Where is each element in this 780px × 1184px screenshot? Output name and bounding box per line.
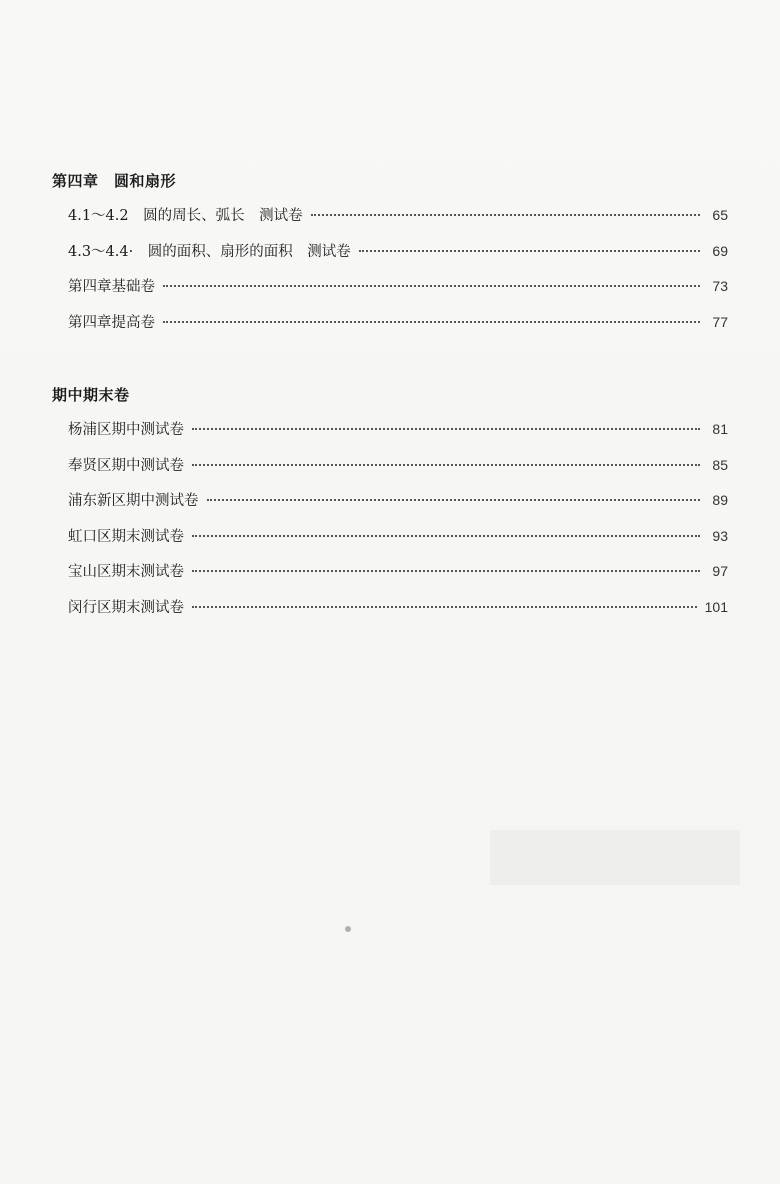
toc-entry-page: 77 (712, 313, 728, 330)
toc-entry[interactable] (52, 560, 728, 596)
dot-leader (163, 284, 700, 287)
dot-leader (311, 213, 700, 216)
toc-entry-label: 奉贤区期中测试卷 (68, 457, 184, 474)
dot-leader (207, 498, 701, 501)
toc-entry[interactable] (52, 418, 728, 454)
toc-entry-page: 97 (712, 563, 728, 579)
dot-leader (359, 249, 700, 252)
bleed-through-mark (490, 830, 740, 885)
toc-entry-page: 81 (712, 421, 728, 437)
toc-list (52, 418, 728, 631)
toc-entry[interactable] (52, 311, 728, 347)
toc-entry[interactable] (52, 275, 728, 311)
toc-entry[interactable] (52, 454, 728, 490)
dot-leader (192, 605, 697, 608)
toc-entry[interactable] (52, 596, 728, 632)
toc-entry-page: 73 (712, 278, 728, 294)
toc-list (52, 204, 728, 346)
toc-entry[interactable] (52, 240, 728, 276)
toc-entry-label: 第四章基础卷 (68, 279, 155, 295)
toc-entry-page: 69 (712, 242, 728, 259)
toc-entry-page: 89 (712, 492, 728, 508)
section-title: 期中期末卷 (52, 386, 130, 404)
toc-entry-label: 浦东新区期中测试卷 (68, 493, 199, 509)
toc-entry-page: 85 (712, 456, 728, 473)
toc-entry-label: 第四章提高卷 (68, 314, 155, 331)
toc-entry-label: 虹口区期末测试卷 (68, 528, 184, 545)
dot-leader (192, 534, 700, 537)
toc-entry-label: 闵行区期末测试卷 (68, 599, 184, 616)
toc-entry[interactable] (52, 204, 728, 240)
toc-entry[interactable] (52, 489, 728, 525)
toc-entry-label: 4.3～4.4· 圆的面积、扇形的面积 测试卷 (68, 243, 351, 260)
toc-entry-label: 杨浦区期中测试卷 (68, 422, 184, 438)
section-title: 第四章 圆和扇形 (52, 172, 177, 190)
toc-entry-page: 101 (704, 598, 728, 615)
dot-leader (192, 463, 700, 466)
dot-leader (192, 427, 700, 430)
paper-speck (345, 926, 351, 932)
toc-entry[interactable] (52, 525, 728, 561)
toc-entry-page: 65 (712, 207, 728, 223)
toc-entry-label: 4.1～4.2 圆的周长、弧长 测试卷 (68, 208, 303, 224)
dot-leader (192, 569, 700, 572)
toc-entry-label: 宝山区期末测试卷 (68, 564, 184, 580)
toc-section-chapter-4 (52, 170, 728, 346)
toc-entry-page: 93 (712, 527, 728, 544)
dot-leader (163, 320, 700, 323)
toc-section-midterm-final (52, 384, 728, 631)
